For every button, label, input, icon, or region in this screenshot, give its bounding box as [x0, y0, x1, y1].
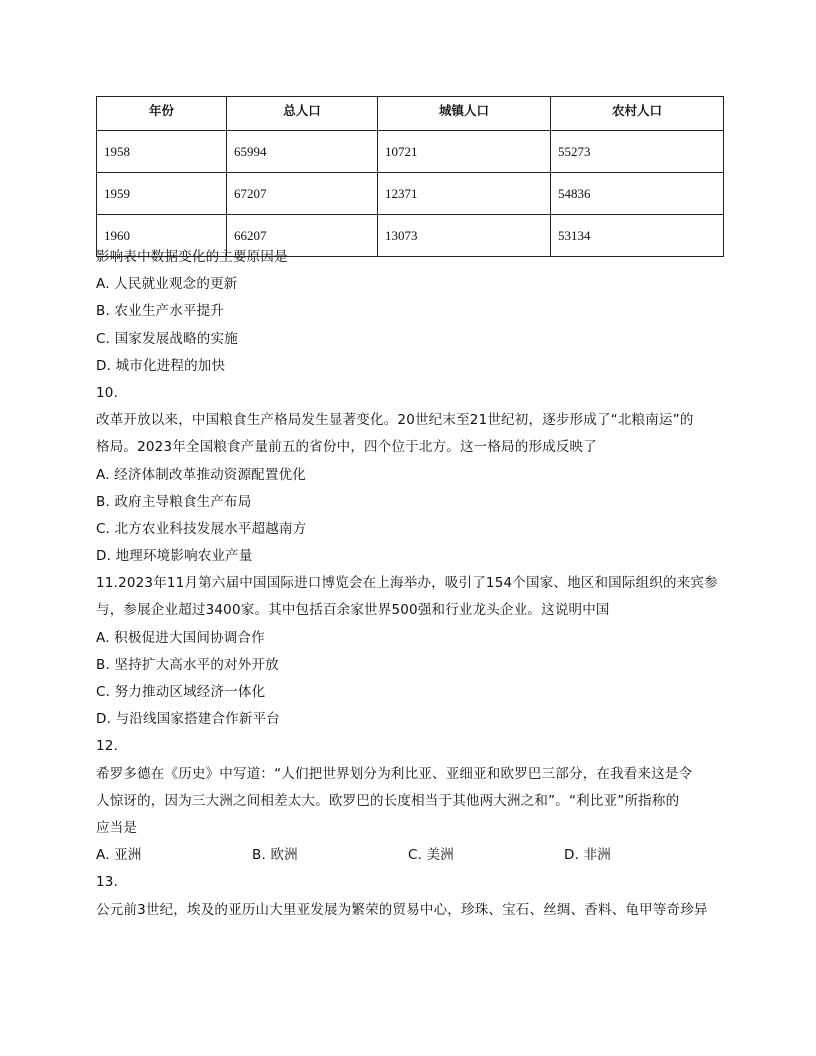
question-12-option-b: B. 欧洲: [252, 847, 298, 864]
question-9-stem: 影响表中数据变化的主要原因是: [96, 249, 288, 265]
question-10-option-b: B. 政府主导粮食生产布局: [96, 493, 252, 510]
question-12-stem-line-2: 人惊讶的，因为三大洲之间相差太大。欧罗巴的长度相当于其他两大洲之和”。“利比亚”所指称的: [96, 792, 680, 809]
question-12-number: 12.: [96, 738, 119, 755]
question-9-option-c: C. 国家发展战略的实施: [96, 330, 238, 347]
table-cell: 66207: [227, 215, 378, 257]
column-header-urban-population: 城镇人口: [378, 97, 551, 131]
question-11-option-b: B. 坚持扩大高水平的对外开放: [96, 656, 279, 673]
question-12-option-d: D. 非洲: [564, 847, 611, 864]
table-cell: 1960: [97, 215, 227, 257]
table-cell: 10721: [378, 131, 551, 173]
question-13-stem-line-1: 公元前3世纪，埃及的亚历山大里亚发展为繁荣的贸易中心，珍珠、宝石、丝绸、香料、龟甲等奇珍异: [96, 901, 708, 918]
table-cell: 53134: [551, 215, 724, 257]
question-10-option-c: C. 北方农业科技发展水平超越南方: [96, 520, 307, 537]
question-12-options: [96, 842, 726, 869]
question-text-block: [96, 244, 726, 924]
column-header-year: 年份: [97, 97, 227, 131]
question-12-option-c: C. 美洲: [408, 847, 455, 864]
column-header-rural-population: 农村人口: [551, 97, 724, 131]
question-12-option-a: A. 亚洲: [96, 847, 142, 864]
population-table: [96, 96, 724, 257]
question-13-number: 13.: [96, 874, 119, 891]
question-12-stem-line-1: 希罗多德在《历史》中写道：“人们把世界划分为利比亚、亚细亚和欧罗巴三部分，在我看来这是令: [96, 765, 693, 782]
question-10-stem-line-2: 格局。2023年全国粮食产量前五的省份中，四个位于北方。这一格局的形成反映了: [96, 439, 597, 456]
question-11-option-a: A. 积极促进大国间协调合作: [96, 629, 265, 646]
table-header-row: [97, 97, 724, 131]
table-row: [97, 173, 724, 215]
question-9-option-d: D. 城市化进程的加快: [96, 357, 226, 374]
table-cell: 1959: [97, 173, 227, 215]
table-cell: 55273: [551, 131, 724, 173]
question-9-option-b: B. 农业生产水平提升: [96, 303, 225, 320]
question-11-option-c: C. 努力推动区域经济一体化: [96, 684, 266, 700]
table-cell: 67207: [227, 173, 378, 215]
table-cell: 65994: [227, 131, 378, 173]
question-11-stem-line-1: 11.2023年11月第六届中国国际进口博览会在上海举办，吸引了154个国家、地区和国际组织的来宾参: [96, 575, 718, 592]
column-header-total-population: 总人口: [227, 97, 378, 131]
table-cell: 1958: [97, 131, 227, 173]
table-cell: 13073: [378, 215, 551, 257]
question-11-stem-line-2: 与，参展企业超过3400家。其中包括百余家世界500强和行业龙头企业。这说明中国: [96, 602, 610, 619]
question-9-option-a: A. 人民就业观念的更新: [96, 276, 238, 293]
question-12-stem-line-3: 应当是: [96, 819, 138, 836]
table-row: [97, 131, 724, 173]
question-10-stem-line-1: 改革开放以来，中国粮食生产格局发生显著变化。20世纪末至21世纪初，逐步形成了“北粮南运”的: [96, 412, 694, 429]
question-10-number: 10.: [96, 384, 119, 401]
question-11-option-d: D. 与沿线国家搭建合作新平台: [96, 711, 280, 728]
question-10-option-a: A. 经济体制改革推动资源配置优化: [96, 466, 306, 483]
question-10-option-d: D. 地理环境影响农业产量: [96, 548, 253, 565]
table-cell: 54836: [551, 173, 724, 215]
table-cell: 12371: [378, 173, 551, 215]
